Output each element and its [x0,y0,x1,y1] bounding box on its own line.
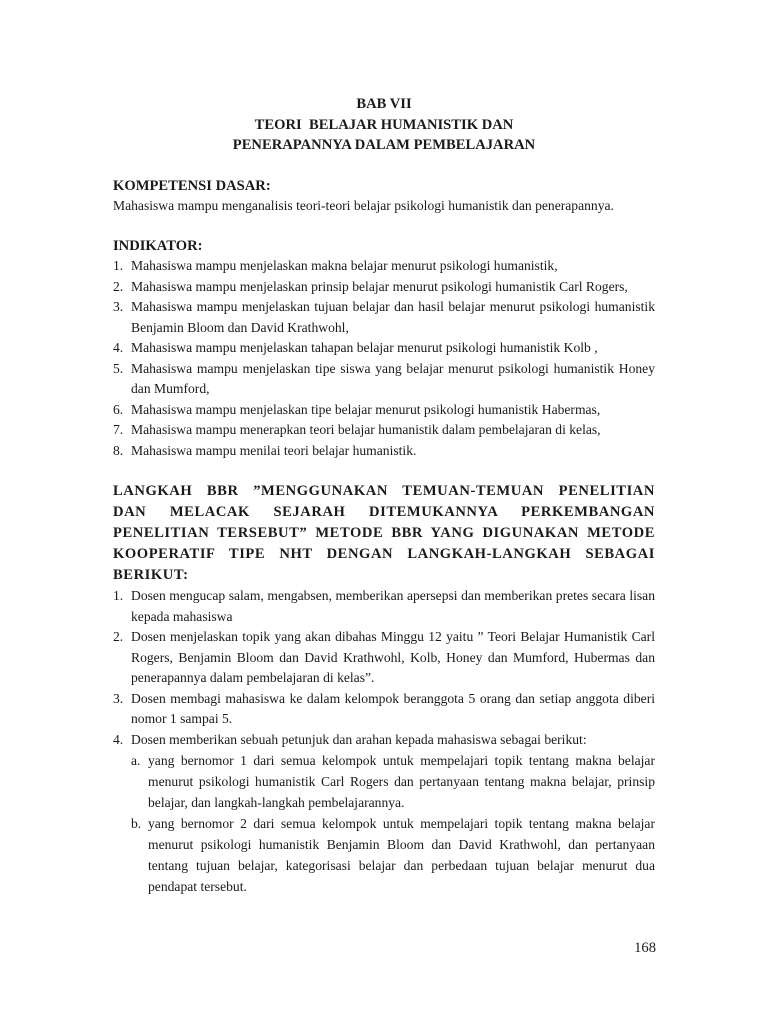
list-item [113,441,655,462]
list-item [113,730,655,898]
chapter-label: BAB VII [356,96,412,112]
item-number: 3. [113,299,124,314]
item-text: Mahasiswa mampu menerapkan teori belajar humanistik dalam pembelajaran di kelas, [131,422,601,437]
item-number: 4. [113,731,124,747]
list-item [113,420,655,441]
kompetensi-heading: KOMPETENSI DASAR: [113,177,271,194]
langkah-sublist [131,750,655,897]
item-text: Mahasiswa mampu menjelaskan tipe belajar menurut psikologi humanistik Habermas, [131,401,601,417]
item-text: Mahasiswa mampu menilai teori belajar humanistik. [131,442,417,458]
sub-item-letter: a. [131,753,141,768]
list-item [113,586,655,627]
list-item [113,277,655,298]
item-number: 1. [113,258,124,273]
page-content [113,94,655,897]
list-item [113,359,655,400]
item-number: 3. [113,690,124,706]
langkah-list [113,586,655,897]
sub-list-item [131,750,655,813]
item-text: Mahasiswa mampu menjelaskan prinsip belajar menurut psikologi humanistik Carl Rogers, [131,278,628,294]
list-item [113,297,655,338]
item-text: Mahasiswa mampu menjelaskan makna belajar menurut psikologi humanistik, [131,258,558,273]
item-number: 7. [113,422,124,437]
list-item [113,627,655,689]
item-text: Mahasiswa mampu menjelaskan tahapan belajar menurut psikologi humanistik Kolb , [131,340,598,355]
chapter-title-line-1: TEORI BELAJAR HUMANISTIK DAN [254,116,514,133]
list-item [113,689,655,730]
item-number: 2. [113,278,124,294]
item-text: Dosen membagi mahasiswa ke dalam kelompok beranggota 5 orang dan setiap anggota diberi nomor 1 sampai 5. [131,690,655,726]
indikator-list [113,256,655,461]
chapter-title-line-2: PENERAPANNYA DALAM PEMBELAJARAN [232,137,536,153]
kompetensi-text: Mahasiswa mampu menganalisis teori-teori belajar psikologi humanistik dan penerapannya. [113,197,614,213]
list-item [113,256,655,277]
item-number: 4. [113,340,124,355]
langkah-heading: LANGKAH BBR ”MENGGUNAKAN TEMUAN-TEMUAN PENELITIAN DAN MELACAK SEJARAH DITEMUKANNYA PERKEMBANGAN PENELITIAN TERSEBUT” METODE BBR YANG DIGUNAKAN METODE KOOPERATIF TIPE NHT DENGAN LANGKAH-LANGKAH SEBAGAI BERIKUT: [113,483,655,583]
item-number: 6. [113,401,124,417]
item-body [131,730,655,898]
item-number: 1. [113,588,124,603]
indikator-heading: INDIKATOR: [113,238,203,254]
list-item [113,338,655,359]
page-number: 168 [634,940,656,956]
item-text: Dosen memberikan sebuah petunjuk dan arahan kepada mahasiswa sebagai berikut: [131,731,587,747]
sub-list-item [131,813,655,897]
list-item [113,400,655,421]
item-number: 2. [113,629,124,644]
item-text: Dosen mengucap salam, mengabsen, memberikan apersepsi dan memberikan pretes secara lisan kepada mahasiswa [131,588,655,624]
item-number: 5. [113,360,124,376]
sub-item-text: yang bernomor 2 dari semua kelompok untuk mempelajari topik tentang makna belajar menurut psikologi humanistik Benjamin Bloom dan David Krathwohl, dan pertanyaan tentang tujuan belajar, kategorisasi belajar dan perbedaan tujuan belajar menurut dua pendapat tersebut. [148,816,655,894]
sub-item-letter: b. [131,816,142,831]
item-text: Mahasiswa mampu menjelaskan tipe siswa yang belajar menurut psikologi humanistik Honey dan Mumford, [131,360,655,396]
item-text: Mahasiswa mampu menjelaskan tujuan belajar dan hasil belajar menurut psikologi humanistik Benjamin Bloom dan David Krathwohl, [131,299,655,335]
item-text: Dosen menjelaskan topik yang akan dibahas Minggu 12 yaitu ” Teori Belajar Humanistik Carl Rogers, Benjamin Bloom dan David Krathwohl, Kolb, Honey dan Mumford, Hubermas dan penerapannya dalam pembelajaran di kelas”. [131,629,655,685]
item-number: 8. [113,442,124,458]
sub-item-text: yang bernomor 1 dari semua kelompok untuk mempelajari topik tentang makna belajar menurut psikologi humanistik Carl Rogers dan pertanyaan tentang makna belajar, prinsip belajar, dan langkah-langkah pembelajarannya. [148,753,655,810]
